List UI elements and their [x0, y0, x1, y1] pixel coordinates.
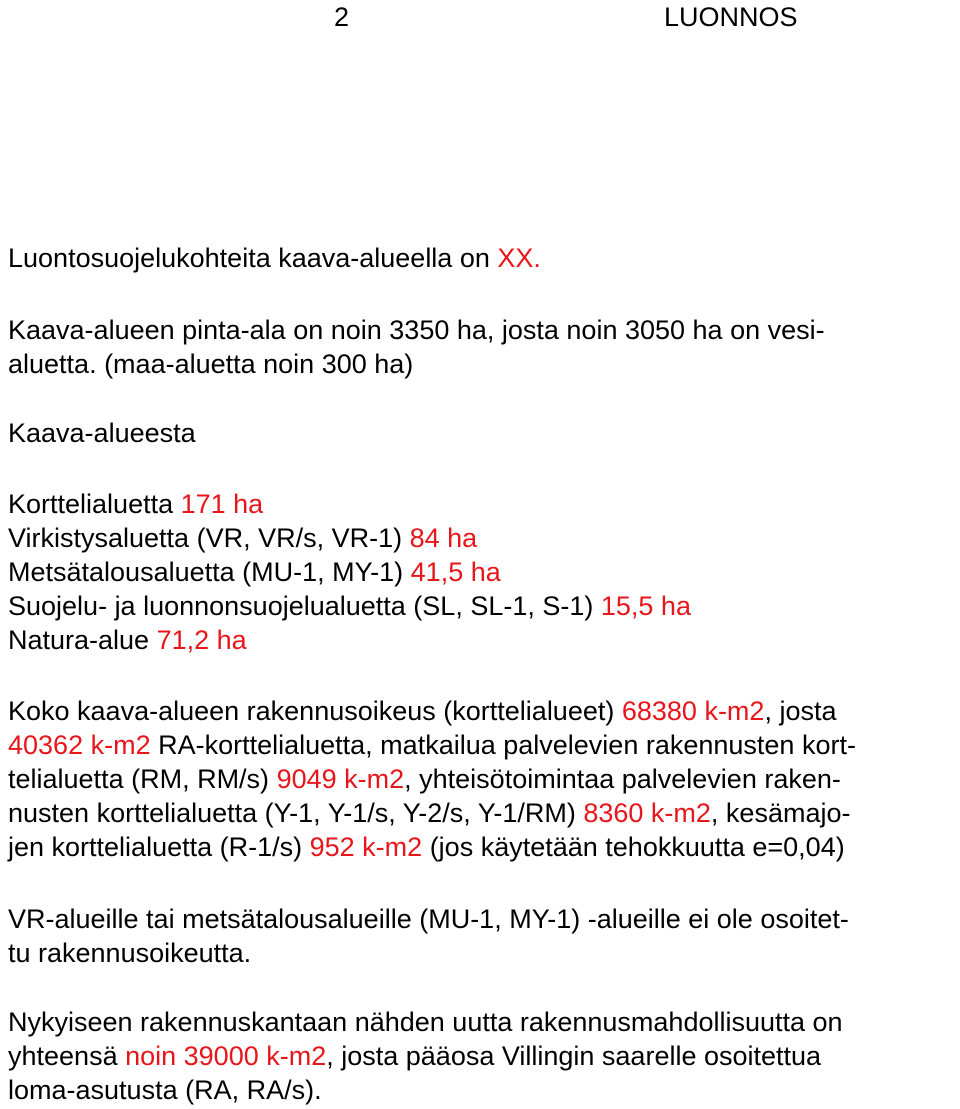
building-rights-line-3	[8, 762, 953, 796]
land-use-label: Natura-alue	[8, 625, 157, 655]
building-rights-line-4	[8, 796, 953, 830]
no-building-rights-paragraph	[8, 902, 953, 970]
land-use-item	[8, 487, 953, 521]
r-building-rights-value: 952 k-m2	[309, 832, 423, 862]
land-use-item	[8, 521, 953, 555]
building-rights-line-2	[8, 728, 953, 762]
new-potential-text: yhteensä	[8, 1041, 126, 1071]
nature-protection-paragraph	[8, 241, 953, 275]
land-use-value: 171 ha	[180, 489, 264, 519]
land-use-label: Korttelialuetta	[8, 489, 181, 519]
building-rights-text: , josta	[764, 696, 837, 726]
page-number: 2	[334, 2, 350, 32]
land-use-value: 41,5 ha	[410, 557, 501, 587]
building-rights-text: telialuetta (RM, RM/s)	[8, 764, 277, 794]
new-potential-line-2	[8, 1039, 953, 1073]
land-use-value: 84 ha	[409, 523, 478, 553]
new-potential-text: , josta pääosa Villingin saarelle osoitettua	[326, 1041, 822, 1071]
building-rights-line-1	[8, 694, 953, 728]
building-rights-text: nusten korttelialuetta (Y-1, Y-1/s, Y-2/s, Y-1/RM)	[8, 798, 584, 828]
land-use-value: 15,5 ha	[600, 591, 691, 621]
building-rights-text: (jos käytetään tehokkuutta e=0,04)	[422, 832, 845, 862]
land-use-item	[8, 623, 953, 657]
new-potential-line-3: loma-asutusta (RA, RA/s).	[8, 1075, 322, 1105]
y-building-rights-value: 8360 k-m2	[583, 798, 711, 828]
breakdown-heading: Kaava-alueesta	[8, 418, 196, 448]
land-use-label: Virkistysaluetta (VR, VR/s, VR-1)	[8, 523, 410, 553]
area-line-1: Kaava-alueen pinta-ala on noin 3350 ha, josta noin 3050 ha on vesi-	[8, 315, 825, 345]
land-use-item	[8, 589, 953, 623]
land-use-value: 71,2 ha	[156, 625, 247, 655]
nature-protection-line	[8, 241, 953, 275]
no-building-rights-line-1: VR-alueille tai metsätalousalueille (MU-1, MY-1) -alueille ei ole osoitet-	[8, 904, 849, 934]
building-rights-text: , yhteisötoimintaa palvelevien raken-	[404, 764, 841, 794]
building-rights-text: RA-korttelialuetta, matkailua palvelevien rakennusten kort-	[150, 730, 856, 760]
rm-building-rights-value: 9049 k-m2	[276, 764, 405, 794]
new-potential-line-1: Nykyiseen rakennuskantaan nähden uutta rakennusmahdollisuutta on	[8, 1007, 843, 1037]
nature-protection-value: XX.	[497, 243, 541, 273]
land-use-label: Metsätalousaluetta (MU-1, MY-1)	[8, 557, 411, 587]
building-rights-text: jen korttelialuetta (R-1/s)	[8, 832, 310, 862]
land-use-item	[8, 555, 953, 589]
draft-label: LUONNOS	[664, 2, 798, 32]
building-rights-paragraph	[8, 694, 953, 864]
building-rights-text: Koko kaava-alueen rakennusoikeus (korttelialueet)	[8, 696, 622, 726]
new-potential-paragraph	[8, 1005, 953, 1107]
total-building-rights-value: 68380 k-m2	[621, 696, 765, 726]
building-rights-line-5	[8, 830, 953, 864]
page-header	[0, 0, 960, 34]
nature-protection-text: Luontosuojelukohteita kaava-alueella on	[8, 243, 498, 273]
new-potential-value: noin 39000 k-m2	[125, 1041, 327, 1071]
no-building-rights-line-2: tu rakennusoikeutta.	[8, 938, 252, 968]
ra-building-rights-value: 40362 k-m2	[8, 730, 151, 760]
land-use-label: Suojelu- ja luonnonsuojelualuetta (SL, SL-1, S-1)	[8, 591, 601, 621]
area-paragraph	[8, 313, 953, 381]
area-line-2: aluetta. (maa-aluetta noin 300 ha)	[8, 349, 414, 379]
land-use-list	[8, 487, 953, 657]
building-rights-text: , kesämajo-	[710, 798, 851, 828]
